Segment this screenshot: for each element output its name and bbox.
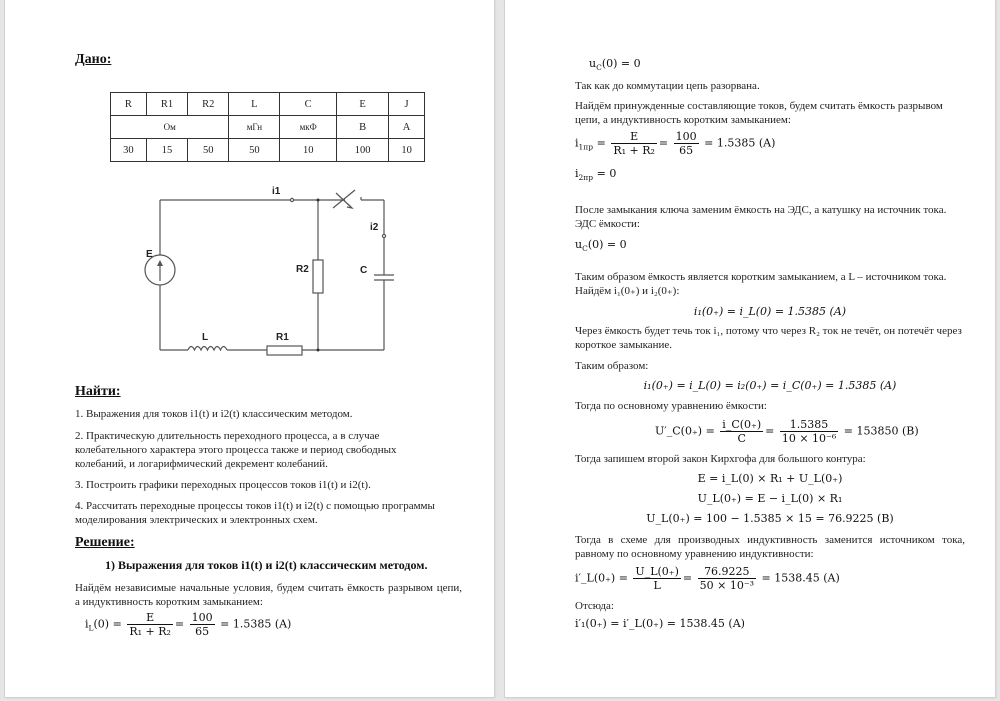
- find-item-2: 2. Практическую длительность переходного процесса, а в случае колебательного характера этого процесса также и период свободных колебаний, и логарифмический декремент колебаний.: [75, 430, 397, 470]
- paragraph-derivative: Тогда в схеме для производных индуктивность заменится источником тока, равному по основному уравнению индуктивности:: [575, 534, 965, 560]
- equation-chain: i₁(0₊) = i_L(0) = i₂(0₊) = i_C(0₊) = 1.5385 (A): [643, 379, 897, 392]
- paragraph-short-circuit: Таким образом ёмкость является коротким замыканием, а L – источником тока. Найдём i₁(0₊) и i₂(0₊):: [575, 271, 947, 297]
- paragraph-after-switch: После замыкания ключа заменим ёмкость на ЭДС, а катушку на источник тока. ЭДС ёмкости:: [575, 204, 947, 230]
- equation-i1-0plus: i₁(0₊) = i_L(0) = 1.5385 (A): [693, 305, 847, 318]
- equation-uc0-mid: [575, 238, 627, 253]
- label-l: L: [202, 332, 209, 343]
- numerator: E: [630, 130, 639, 143]
- numerator: 76.9225: [704, 565, 750, 578]
- eq-sub: L: [88, 623, 94, 633]
- table-cell: R1: [146, 93, 187, 116]
- fraction: [720, 418, 763, 445]
- numerator: 1.5385: [789, 418, 829, 431]
- find-item-1: 1. Выражения для токов i1(t) и i2(t) классическим методом.: [75, 408, 353, 420]
- section-title: 1) Выражения для токов i1(t) и i2(t) классическим методом.: [105, 558, 428, 572]
- label-i2: i2: [370, 222, 379, 233]
- table-cell: 10: [389, 139, 425, 162]
- fraction: [127, 611, 173, 638]
- equation-i1pr: $i_{1пр}$ = $\frac{E}{\text{R₁ + R₂}}$ = $\frac{100}{65}$ = 1.5385 (A): [575, 130, 776, 157]
- fraction: [190, 611, 215, 638]
- eq-sub: 2пр: [578, 173, 594, 183]
- label-e: E: [146, 249, 153, 260]
- eq-sub: 1пр: [578, 142, 594, 152]
- table-cell: 50: [188, 139, 229, 162]
- equation-uc-prime: U′_C(0₊) = $\frac{i\_C(0_+)}{C}$ = $\frac{1.5385}{\text{10 × 10⁻⁶}}$ = 153850 (B): [655, 418, 919, 445]
- eq-term: u: [575, 238, 583, 251]
- eq-term: (0) = 0: [601, 57, 641, 70]
- given-parameters-table: [110, 92, 425, 162]
- eq-term: (0) =: [93, 617, 122, 631]
- table-units-row: [111, 116, 425, 139]
- table-cell-unit-uf: мкФ: [280, 116, 337, 139]
- intro-paragraph: Найдём независимые начальные условия, будем считать ёмкость разрывом цепи, а индуктивность коротким замыканием:: [75, 582, 462, 608]
- equation-il0: $i_L(0)$ = $\frac{E}{\text{R₁ + R₂}}$ = $\frac{100}{65}$ = 1.5385 (A): [85, 611, 292, 638]
- find-heading: Найти:: [75, 384, 121, 399]
- fraction: [633, 565, 680, 592]
- inductor-coil: [188, 347, 227, 351]
- paragraph-forced: Найдём принужденные составляющие токов, будем считать ёмкость разрывом цепи, а индуктивность коротким замыканием:: [575, 100, 943, 126]
- eq-term: i: [575, 136, 579, 150]
- circuit-diagram: [140, 180, 400, 360]
- denominator: R₁ + R₂: [129, 625, 171, 638]
- numerator: 100: [675, 130, 697, 143]
- label-i1: i1: [272, 186, 281, 197]
- numerator: i_C(0₊): [722, 418, 762, 431]
- denominator: C: [720, 431, 763, 445]
- table-cell: R: [111, 93, 147, 116]
- junction-dot: [317, 349, 320, 352]
- numerator: U_L(0₊): [635, 565, 679, 578]
- eq-term: i: [85, 617, 89, 631]
- eq-result: = 1538.45 (A): [761, 571, 840, 585]
- equation-kirchhoff-2: U_L(0₊) = E − i_L(0) × R₁: [697, 492, 843, 505]
- fraction: [698, 565, 756, 592]
- denominator: 10 × 10⁻⁶: [781, 432, 837, 445]
- denominator: L: [633, 578, 680, 592]
- eq-result: = 1.5385 (A): [704, 136, 776, 150]
- eq-sub: C: [596, 63, 602, 73]
- paragraph-hence: Отсюда:: [575, 600, 614, 612]
- current-marker-i2: [382, 234, 385, 237]
- numerator: 100: [191, 611, 213, 624]
- table-cell: 50: [229, 139, 280, 162]
- eq-term: (0) = 0: [587, 238, 627, 251]
- table-cell: C: [280, 93, 337, 116]
- solution-heading: Решение:: [75, 535, 135, 550]
- label-c: C: [360, 265, 368, 276]
- document-page-left: [5, 0, 494, 697]
- numerator: E: [146, 611, 155, 624]
- table-cell: J: [389, 93, 425, 116]
- document-page-right: [505, 0, 995, 697]
- equation-final: i′₁(0₊) = i′_L(0₊) = 1538.45 (A): [575, 617, 745, 630]
- label-r1: R1: [276, 332, 289, 343]
- table-cell: 100: [337, 139, 389, 162]
- eq-term: U′_C(0₊) =: [655, 424, 715, 438]
- table-cell-unit-ohm: Ом: [111, 116, 229, 139]
- find-item-4: 4. Рассчитать переходные процессы токов i1(t) и i2(t) с помощью программы моделирования электрических и электронных схем.: [75, 500, 435, 526]
- equation-kirchhoff-3: U_L(0₊) = 100 − 1.5385 × 15 = 76.9225 (B): [646, 512, 894, 525]
- resistor-r1: [267, 346, 302, 355]
- resistor-r2: [313, 260, 323, 293]
- eq-term: =: [596, 136, 606, 150]
- denominator: 50 × 10⁻³: [699, 579, 755, 592]
- table-values-row: [111, 139, 425, 162]
- denominator: R₁ + R₂: [613, 144, 655, 157]
- eq-term: = 0: [596, 167, 617, 180]
- denominator: 65: [674, 143, 699, 157]
- eq-term: i: [575, 167, 579, 180]
- eq-sub: C: [582, 244, 588, 254]
- table-cell: 10: [280, 139, 337, 162]
- eq-result: = 153850 (B): [843, 424, 919, 438]
- eq-term: u: [589, 57, 597, 70]
- table-cell: E: [337, 93, 389, 116]
- table-cell: L: [229, 93, 280, 116]
- junction-dot: [317, 199, 320, 202]
- equation-kirchhoff-1: E = i_L(0) × R₁ + U_L(0₊): [697, 472, 843, 485]
- fraction: [611, 130, 657, 157]
- find-item-3: 3. Построить графики переходных процессов токов i1(t) и i2(t).: [75, 479, 371, 491]
- paragraph-thus: Таким образом:: [575, 360, 649, 372]
- paragraph-through-capacitor: Через ёмкость будет течь ток i₁, потому что через R₂ ток не течёт, он потечёт через короткое замыкание.: [575, 325, 962, 351]
- label-r2: R2: [296, 264, 309, 275]
- table-header-row: [111, 93, 425, 116]
- paragraph-open-circuit: Так как до коммутации цепь разорвана.: [575, 80, 760, 92]
- table-cell: 30: [111, 139, 147, 162]
- arrow-up-icon: [157, 260, 163, 266]
- table-cell: 15: [146, 139, 187, 162]
- paragraph-kirchhoff: Тогда запишем второй закон Кирхгофа для большого контура:: [575, 453, 866, 465]
- table-cell: R2: [188, 93, 229, 116]
- given-heading: Дано:: [75, 52, 112, 67]
- equation-il-prime: i′_L(0₊) = $\frac{U\_L(0_+)}{L}$ = $\frac{76.9225}{\text{50 × 10⁻³}}$ = 1538.45 (A): [575, 565, 840, 592]
- fraction: [780, 418, 838, 445]
- eq-result: = 1.5385 (A): [220, 617, 292, 631]
- current-marker-i1: [290, 198, 293, 201]
- eq-term: i′_L(0₊) =: [575, 571, 628, 585]
- denominator: 65: [190, 624, 215, 638]
- equation-uc0-top: [589, 57, 641, 72]
- equation-i2pr: [575, 167, 616, 182]
- table-cell-unit-v: В: [337, 116, 389, 139]
- fraction: [674, 130, 699, 157]
- table-cell-unit-a: А: [389, 116, 425, 139]
- table-cell-unit-mh: мГн: [229, 116, 280, 139]
- paragraph-capacitor-equation: Тогда по основному уравнению ёмкости:: [575, 400, 767, 412]
